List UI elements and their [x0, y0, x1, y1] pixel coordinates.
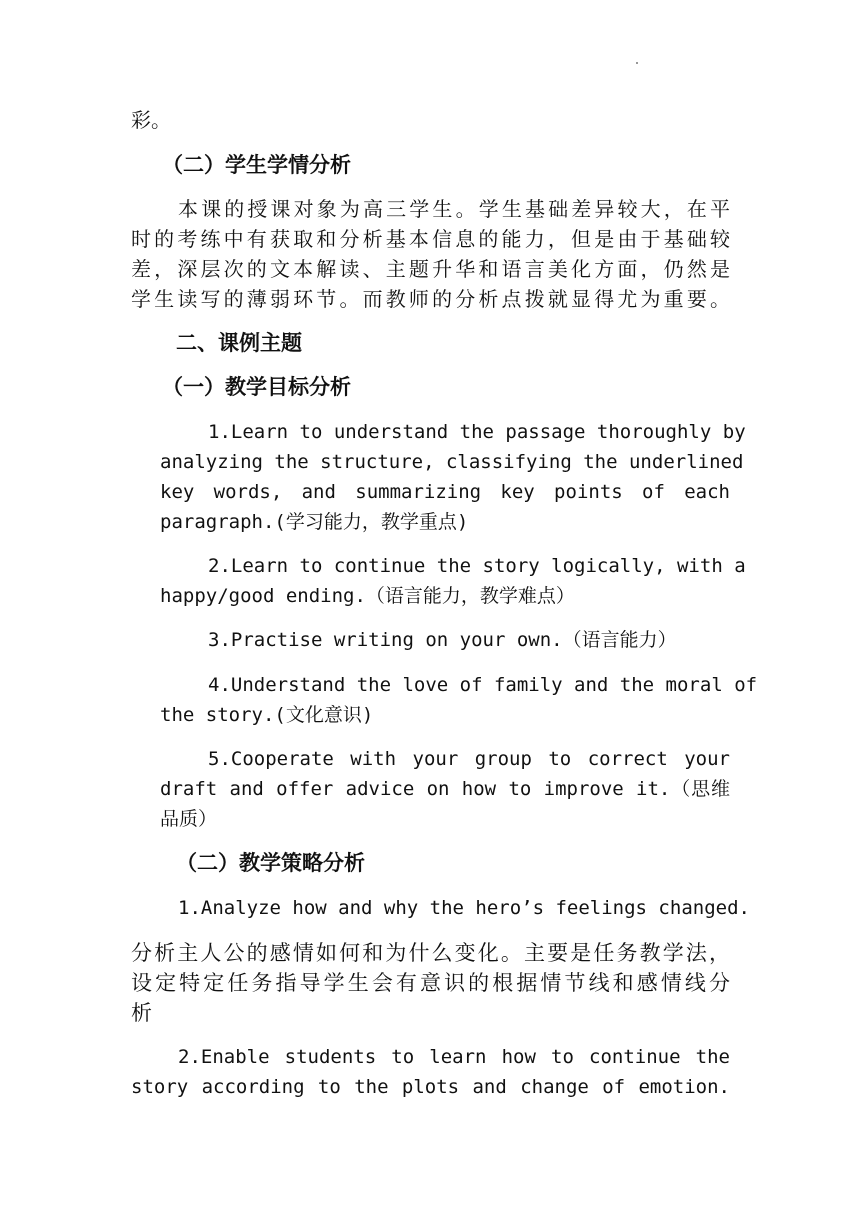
- goal-1-line: paragraph.(学习能力，教学重点): [160, 511, 469, 533]
- goal-5-line: 品质）: [160, 808, 218, 830]
- goal-3-line: 3.Practise writing on your own.（语言能力）: [208, 629, 677, 651]
- section-heading-student-analysis: （二）学生学情分析: [162, 153, 351, 177]
- section-heading-teaching-goals: （一）教学目标分析: [162, 375, 351, 399]
- strategy-line: 设定特定任务指导学生会有意识的根据情节线和感情线分: [131, 971, 730, 995]
- student-paragraph-line: 本课的授课对象为高三学生。学生基础差异较大，在平: [178, 197, 730, 221]
- goal-5-line: 5.Cooperate with your group to correct your: [208, 748, 730, 770]
- strategy-line: story according to the plots and change of emotion.: [131, 1076, 730, 1098]
- student-paragraph-line: 学生读写的薄弱环节。而教师的分析点拨就显得尤为重要。: [131, 287, 730, 311]
- paragraph-tail: 彩。: [131, 108, 171, 132]
- section-heading-teaching-strategy: （二）教学策略分析: [176, 851, 365, 875]
- goal-1-line: analyzing the structure, classifying the underlined: [160, 451, 744, 473]
- strategy-line: 分析主人公的感情如何和为什么变化。主要是任务教学法，: [131, 941, 730, 965]
- student-paragraph-line: 时的考练中有获取和分析基本信息的能力，但是由于基础较: [131, 227, 730, 251]
- goal-2-line: 2.Learn to continue the story logically, with a: [208, 555, 746, 577]
- page-mark: [636, 62, 638, 64]
- goal-2-line: happy/good ending.（语言能力，教学难点）: [160, 585, 575, 607]
- goal-1-line: key words, and summarizing key points of each: [160, 481, 730, 503]
- strategy-line: 1.Analyze how and why the hero’s feelings changed.: [178, 897, 750, 919]
- student-paragraph-line: 差，深层次的文本解读、主题升华和语言美化方面，仍然是: [131, 257, 730, 281]
- strategy-line: 析: [131, 1001, 152, 1025]
- goal-1-line: 1.Learn to understand the passage thoroughly by: [208, 421, 746, 443]
- goal-4-line: the story.(文化意识): [160, 704, 374, 726]
- goal-4-line: 4.Understand the love of family and the moral of: [208, 674, 758, 696]
- goal-5-line: draft and offer advice on how to improve it.（思维: [160, 778, 730, 800]
- section-heading-theme: 二、课例主题: [176, 331, 302, 355]
- strategy-line: 2.Enable students to learn how to continue the: [178, 1046, 730, 1068]
